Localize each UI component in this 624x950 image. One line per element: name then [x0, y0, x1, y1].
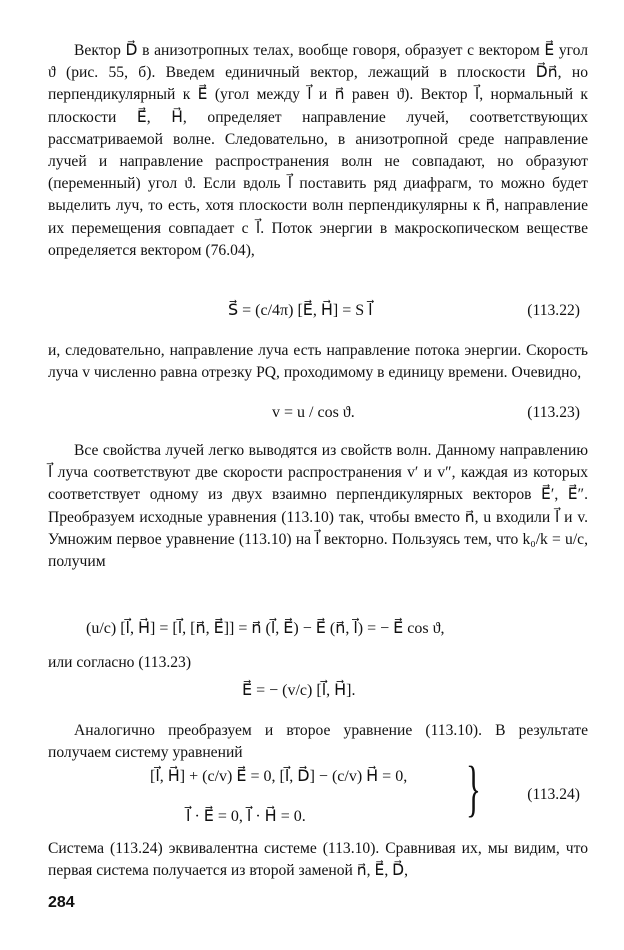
paragraph-system: [48, 838, 588, 882]
right-brace: }: [466, 755, 481, 823]
equation-e-field: E⃗ = − (v/c) [l⃗, H⃗].: [242, 682, 356, 699]
equation-number-113-22: (113.22): [527, 302, 580, 319]
page-number: 284: [48, 894, 75, 911]
equation-system-line-2: l⃗ · E⃗ = 0, l⃗ · H⃗ = 0.: [186, 808, 306, 825]
paragraph-according: [48, 652, 588, 674]
paragraph-intro: [48, 40, 588, 262]
paragraph-system-text: Система (113.24) эквивалентна системе (113.10). Сравнивая их, мы видим, что первая система получается из второй заменой n⃗, E⃗, D⃗,: [48, 840, 588, 880]
paragraph-according-text: или согласно (113.23): [48, 654, 192, 671]
equation-derivation: (u/c) [l⃗, H⃗] = [l⃗, [n⃗, E⃗]] = n⃗ (l⃗, E⃗) − E⃗ (n⃗, l⃗) = − E⃗ cos ϑ,: [86, 620, 445, 637]
paragraph-analog-text: Аналогично преобразуем и второе уравнение (113.10). В результате получаем систему уравнений: [48, 722, 588, 762]
paragraph-properties-text: Все свойства лучей легко выводятся из свойств волн. Данному направлению l⃗ луча соответствуют две скорости распространения v′ и v″, каждая из которых соответствует одному из двух взаимно перпендикулярных векторов E⃗′, E⃗″. Преобразуем исходные уравнения (113.10) так, чтобы вместо n⃗, u входили l⃗ и v. Умножим первое уравнение (113.10) на l⃗ векторно. Пользуясь тем, что k₀/k = u/c, получим: [48, 442, 588, 571]
paragraph-intro-text: Вектор D⃗ в анизотропных телах, вообще говоря, образует с вектором E⃗ угол ϑ (рис. 55, б). Введем единичный вектор, лежащий в плоскости D⃗n⃗, но перпендикулярный к E⃗ (угол между l⃗ и n⃗ равен ϑ). Вектор l⃗, нормальный к плоскости E⃗, H⃗, определяет направление лучей, соответствующих рассматриваемой волне. Следовательно, в анизотропной среде направление лучей и направление распространения волн не совпадают, но образуют (переменный) угол ϑ. Если вдоль l⃗ поставить ряд диафрагм, то можно будет выделить луч, то есть, хотя плоскости волн перпендикулярны к n⃗, направление их перемещения совпадает с l⃗. Поток энергии в макроскопическом веществе определяется вектором (76.04),: [48, 42, 588, 259]
equation-113-23: v = u / cos ϑ.: [272, 404, 355, 421]
paragraph-velocity-text: и, следовательно, направление луча есть направление потока энергии. Скорость луча v численно равна отрезку PQ, проходимому в единицу времени. Очевидно,: [48, 342, 588, 382]
paragraph-velocity: [48, 340, 588, 384]
paragraph-properties: [48, 440, 588, 573]
equation-113-22: S⃗ = (c/4π) [E⃗, H⃗] = S l⃗: [228, 302, 373, 319]
equation-system-line-1: [l⃗, H⃗] + (c/v) E⃗ = 0, [l⃗, D⃗] − (c/v) H⃗ = 0,: [150, 768, 408, 785]
equation-number-113-23: (113.23): [527, 404, 580, 421]
paragraph-analog: [48, 720, 588, 764]
equation-number-113-24: (113.24): [527, 786, 580, 803]
